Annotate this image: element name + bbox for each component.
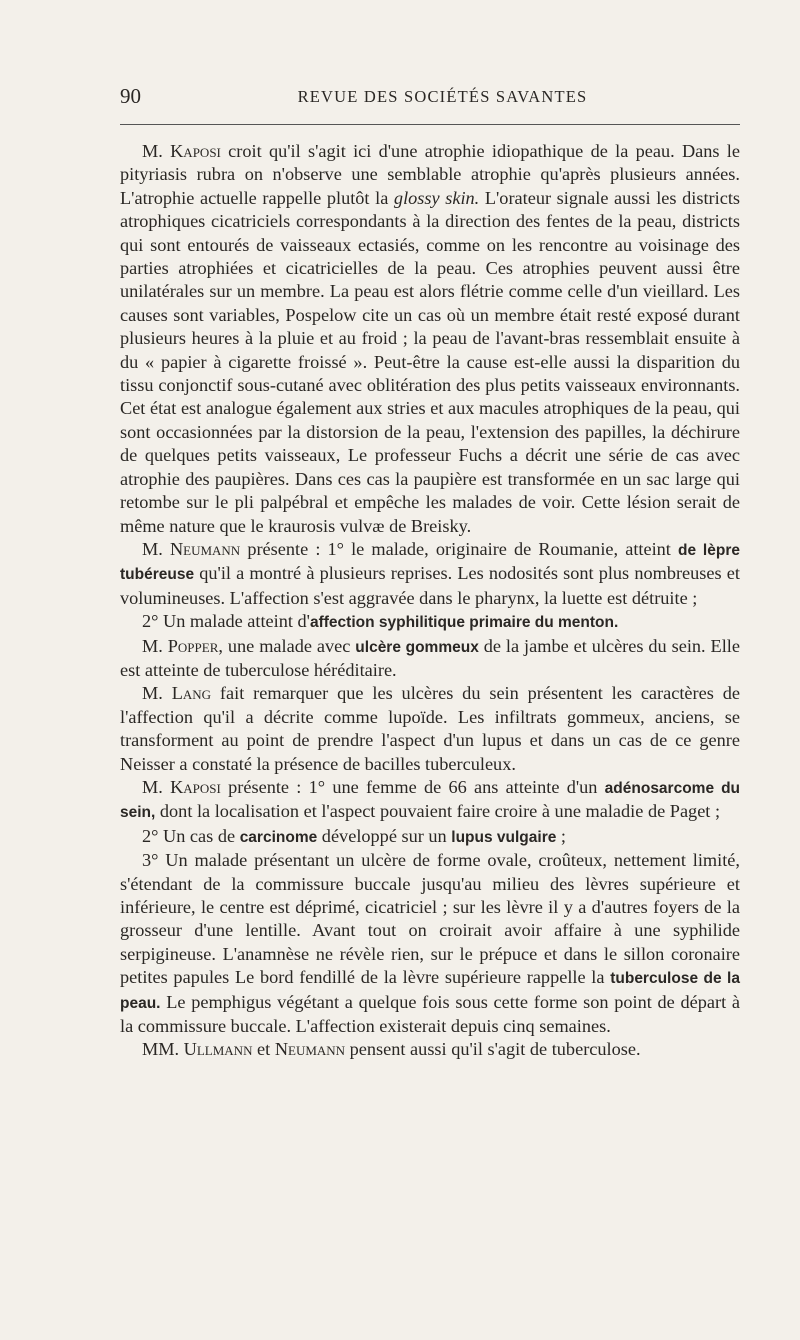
text-run: 2° Un cas de [142,825,240,846]
text-run: et [252,1039,275,1060]
emphasized-term: de lèpre tubéreuse [120,541,740,584]
running-title: REVUE DES SOCIÉTÉS SAVANTES [297,87,588,106]
text-run: MM. [142,1039,184,1060]
text-run: M. [142,141,171,161]
paragraph [120,538,740,610]
paragraph [120,825,740,849]
text-run: M. [142,776,171,797]
text-run: croit qu'il s'agit ici d'une atrophie idiopathique de la peau. Dans le pityriasis rubra on n'observe une semblable atrophie qu'après plusieurs années. L'atrophie actuelle rappelle plutôt la [120,141,740,208]
emphasized-term: ulcère gommeux [355,638,479,656]
text-run: qu'il a montré à plusieurs reprises. Les nodosités sont plus nombreuses et volumineuses. L'affection s'est aggravée dans le pharynx, la luette est détruite ; [120,563,740,608]
text-run: ; [556,825,567,846]
text-run: M. [142,683,172,704]
text-run: 2° Un malade atteint d' [142,611,310,632]
article-body [120,140,740,1062]
speaker-name: Neumann [274,1039,346,1060]
paragraph [120,610,740,634]
text-run: développé sur un [317,825,452,846]
emphasized-term: carcinome [239,828,318,846]
running-header [120,84,740,118]
emphasized-term: adénosarcome du sein, [120,779,741,822]
text-run: présente : 1° le malade, originaire de Roumanie, atteint [240,538,678,559]
emphasized-term: tuberculose de la peau. [120,970,740,1012]
speaker-name: Kaposi [170,776,221,797]
text-run: fait remarquer que les ulcères du sein présentent les caractères de l'affection qu'il a décrite comme lupoïde. Les infiltrats gommeux, anciens, se transforment au point de prendre l'aspect d'un lupus et dans un cas de ce genre Neisser a constaté la présence de bacilles tuberculeux. [120,683,740,774]
text-run: 3° Un malade présentant un ulcère de forme ovale, croûteux, nettement limité, s'étendant de la commissure buccale jusqu'au milieu des lèvres supérieure et inférieure, le centre est déprimé, cicatriciel ; sur les lèvre il y a d'autres foyers de la grosseur d'une lentille. Avant tout on croirait avoir affaire à une syphilide serpigineuse. L'anamnèse ne révèle rien, sur le prépuce et dans le sillon coronaire petites papules Le bord fendillé de la lèvre supérieure rappelle la [120,850,740,988]
speaker-name: Lang [171,683,212,704]
speaker-name: Popper [167,635,219,656]
speaker-name: Ullmann [183,1039,253,1060]
paragraph [120,635,740,683]
speaker-name: Neumann [169,538,241,559]
emphasized-term: affection syphilitique primaire du menton. [309,614,619,632]
text-run: de la jambe et ulcères du sein. Elle est atteinte de tuberculose héréditaire. [120,635,740,680]
header-rule [120,124,740,125]
paragraph [120,140,740,538]
emphasized-term: lupus vulgaire [451,828,557,846]
text-run: présente : 1° une femme de 66 ans atteinte d'un [220,776,605,797]
text-run: , une malade avec [218,635,356,656]
text-run: M. [142,635,168,656]
paragraph [120,849,740,1038]
speaker-name: Kaposi [170,141,221,161]
paragraph [120,776,740,825]
text-run: dont la localisation et l'aspect pouvaient faire croire à une maladie de Paget ; [155,801,721,822]
italic-term: glossy skin. [393,187,480,208]
paragraph [120,1038,740,1061]
text-run: M. [142,538,170,559]
text-run: L'orateur signale aussi les districts atrophiques cicatriciels correspondants à la direction des fentes de la peau, districts qui sont entourés de vaisseaux ectasiés, comme on les rencontre au voisinage des parties atrophiées et cicatricielles de la peau. Ces atrophies peuvent aussi être unilatérales sur un membre. La peau est alors flétrie comme celle d'un vieillard. Les causes sont variables, Pospelow cite un cas où un membre était resté exposé durant plusieurs heures à la pluie et au froid ; la peau de l'avant-bras ressemblait ensuite à du « papier à cigarette froissé ». Peut-être la cause est-elle aussi la disparition du tissu conjonctif sous-cutané avec oblitération des plus petits vaisseaux environnants. Cet état est analogue également aux stries et aux macules atrophiques de la peau, qui sont occasionnées par la distorsion de la peau, l'extension des papilles, la déchirure de quelques petits vaisseaux, Le professeur Fuchs a décrit une série de cas avec atrophie des paupières. Dans ces cas la paupière est transformée en un sac large qui retombe sur le pli palpébral et empêche les malades de voir. Cette lésion serait de même nature que le kraurosis vulvæ de Breisky. [120,187,741,536]
text-run: Le pemphigus végétant a quelque fois sous cette forme son point de départ à la commissure buccale. L'affection existerait depuis cinq semaines. [120,991,740,1037]
paragraph [120,682,740,776]
text-run: pensent aussi qu'il s'agit de tuberculose. [345,1039,641,1060]
page-number: 90 [120,84,141,108]
